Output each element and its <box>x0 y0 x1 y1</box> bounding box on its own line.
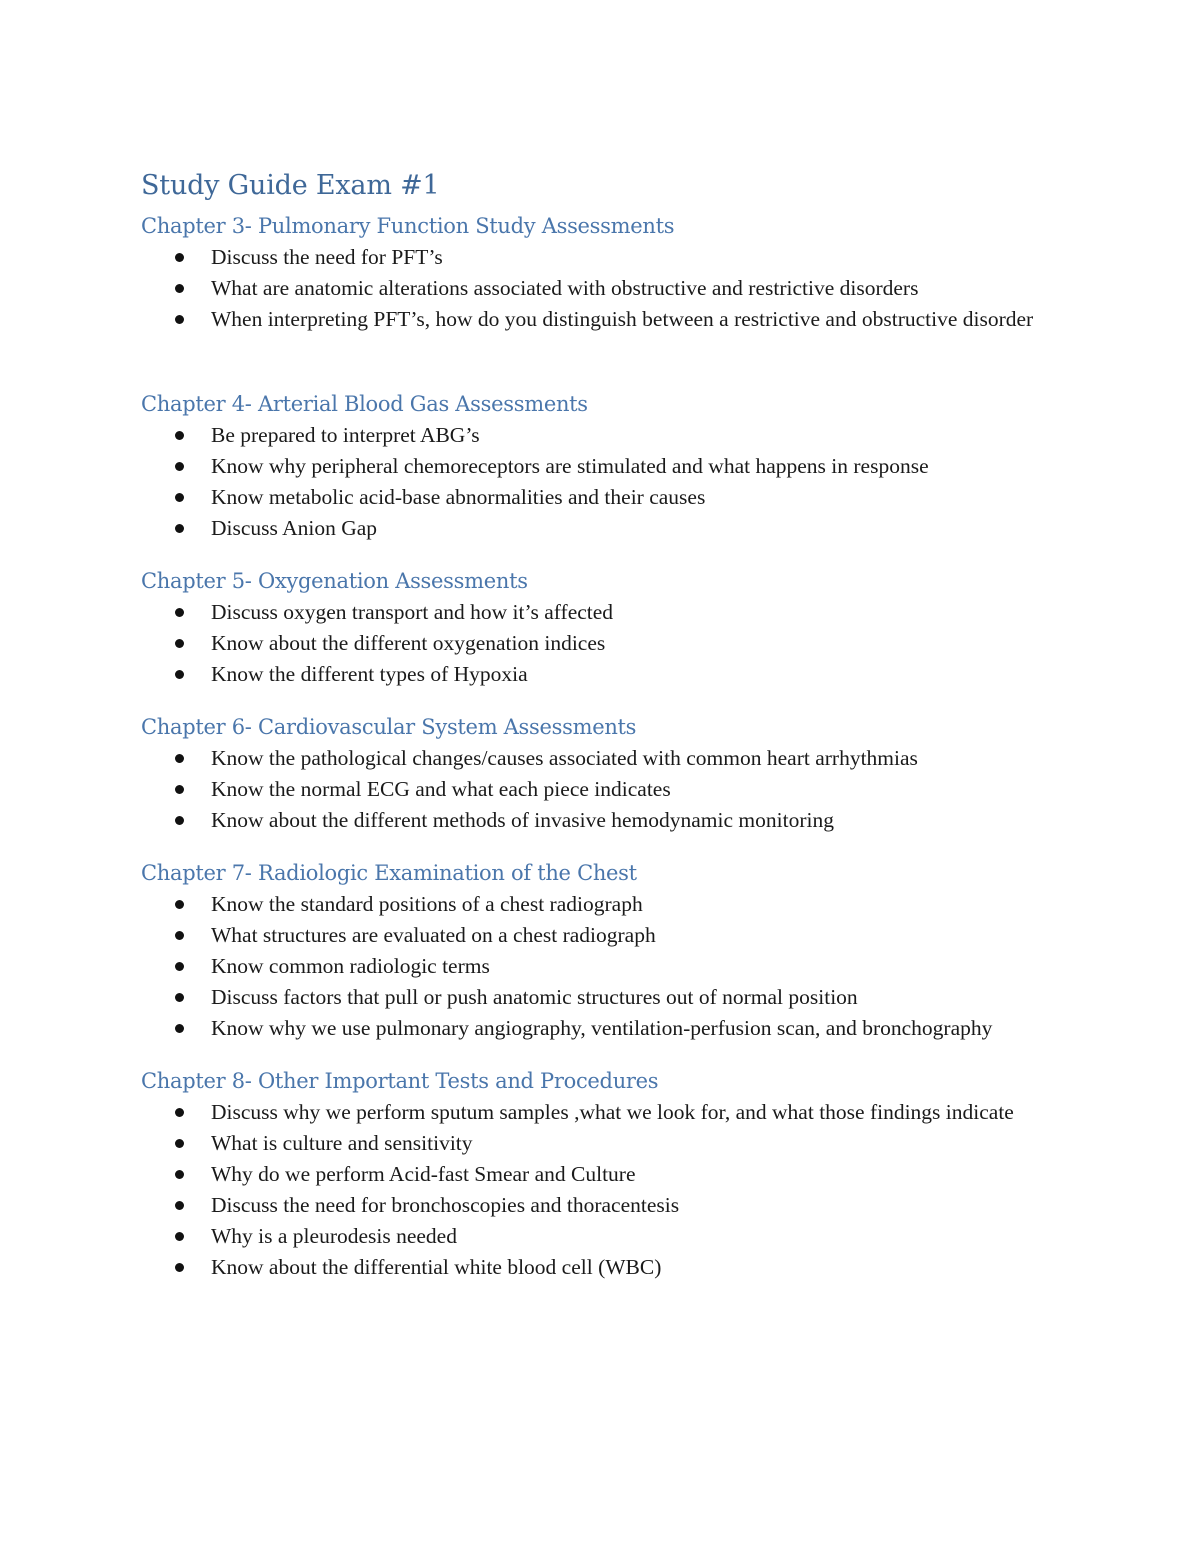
list-item-text: Know common radiologic terms <box>211 954 490 978</box>
list-item <box>141 597 1061 628</box>
bullet-icon <box>175 524 184 533</box>
list-item-text: Know about the differential white blood cell (WBC) <box>211 1255 662 1279</box>
list-item <box>141 805 1061 836</box>
list-item <box>141 982 1061 1013</box>
list-item-text: When interpreting PFT’s, how do you distinguish between a restrictive and obstructive disorder <box>211 307 1034 331</box>
list-item <box>141 920 1061 951</box>
bullet-icon <box>175 284 184 293</box>
chapter-5-section <box>141 565 1061 690</box>
list-item-text: Know why peripheral chemoreceptors are stimulated and what happens in response <box>211 454 929 478</box>
bullet-list <box>141 743 1061 836</box>
list-item <box>141 242 1061 273</box>
bullet-icon <box>175 253 184 262</box>
list-item <box>141 1221 1061 1252</box>
list-item-text: What is culture and sensitivity <box>211 1131 473 1155</box>
bullet-icon <box>175 431 184 440</box>
list-item <box>141 774 1061 805</box>
list-item-text: Be prepared to interpret ABG’s <box>211 423 480 447</box>
bullet-icon <box>175 1139 184 1148</box>
list-item <box>141 889 1061 920</box>
list-item <box>141 951 1061 982</box>
list-item-text: Know the different types of Hypoxia <box>211 662 528 686</box>
bullet-list <box>141 1097 1061 1283</box>
list-item <box>141 1159 1061 1190</box>
list-item <box>141 628 1061 659</box>
bullet-icon <box>175 900 184 909</box>
spacer <box>141 690 1061 711</box>
bullet-icon <box>175 1024 184 1033</box>
chapter-heading: Chapter 6- Cardiovascular System Assessments <box>141 715 637 739</box>
bullet-list <box>141 242 1061 335</box>
list-item <box>141 513 1061 544</box>
list-item-text: Know about the different methods of invasive hemodynamic monitoring <box>211 808 834 832</box>
document-page <box>141 162 1061 1283</box>
bullet-icon <box>175 1170 184 1179</box>
list-item-text: Discuss the need for PFT’s <box>211 245 443 269</box>
spacer <box>141 335 1061 388</box>
chapter-8-section <box>141 1065 1061 1283</box>
chapter-heading: Chapter 3- Pulmonary Function Study Assessments <box>141 214 675 238</box>
list-item <box>141 273 1061 304</box>
list-item-text: Discuss factors that pull or push anatomic structures out of normal position <box>211 985 858 1009</box>
chapter-heading: Chapter 7- Radiologic Examination of the Chest <box>141 861 637 885</box>
list-item <box>141 420 1061 451</box>
list-item-text: Know metabolic acid-base abnormalities and their causes <box>211 485 706 509</box>
chapter-heading: Chapter 5- Oxygenation Assessments <box>141 569 528 593</box>
bullet-icon <box>175 993 184 1002</box>
chapter-heading: Chapter 4- Arterial Blood Gas Assessments <box>141 392 588 416</box>
bullet-icon <box>175 315 184 324</box>
list-item-text: Discuss the need for bronchoscopies and thoracentesis <box>211 1193 680 1217</box>
list-item-text: Discuss why we perform sputum samples ,what we look for, and what those findings indicate <box>211 1100 1014 1124</box>
spacer <box>141 1044 1061 1065</box>
chapter-heading: Chapter 8- Other Important Tests and Procedures <box>141 1069 659 1093</box>
list-item <box>141 743 1061 774</box>
list-item <box>141 1013 1061 1044</box>
list-item-text: What are anatomic alterations associated with obstructive and restrictive disorders <box>211 276 919 300</box>
bullet-list <box>141 420 1061 544</box>
list-item-text: Know the pathological changes/causes associated with common heart arrhythmias <box>211 746 918 770</box>
list-item-text: Discuss oxygen transport and how it’s affected <box>211 600 614 624</box>
list-item-text: Know the normal ECG and what each piece indicates <box>211 777 671 801</box>
list-item-text: Why is a pleurodesis needed <box>211 1224 457 1248</box>
bullet-icon <box>175 1108 184 1117</box>
spacer <box>141 544 1061 565</box>
bullet-list <box>141 597 1061 690</box>
list-item <box>141 304 1061 335</box>
bullet-icon <box>175 816 184 825</box>
chapter-3-section <box>141 210 1061 335</box>
bullet-icon <box>175 462 184 471</box>
list-item-text: What structures are evaluated on a chest radiograph <box>211 923 656 947</box>
list-item-text: Know about the different oxygenation indices <box>211 631 606 655</box>
list-item <box>141 482 1061 513</box>
bullet-icon <box>175 785 184 794</box>
bullet-icon <box>175 670 184 679</box>
bullet-icon <box>175 931 184 940</box>
bullet-icon <box>175 639 184 648</box>
list-item-text: Know why we use pulmonary angiography, ventilation-perfusion scan, and bronchography <box>211 1016 993 1040</box>
chapter-7-section <box>141 857 1061 1044</box>
bullet-icon <box>175 962 184 971</box>
list-item <box>141 659 1061 690</box>
list-item <box>141 451 1061 482</box>
list-item <box>141 1128 1061 1159</box>
bullet-icon <box>175 1201 184 1210</box>
list-item-text: Know the standard positions of a chest radiograph <box>211 892 643 916</box>
list-item <box>141 1252 1061 1283</box>
document-title: Study Guide Exam #1 <box>141 170 440 201</box>
list-item <box>141 1097 1061 1128</box>
chapter-4-section <box>141 388 1061 544</box>
spacer <box>141 836 1061 857</box>
bullet-icon <box>175 493 184 502</box>
bullet-icon <box>175 1232 184 1241</box>
bullet-list <box>141 889 1061 1044</box>
bullet-icon <box>175 1263 184 1272</box>
list-item <box>141 1190 1061 1221</box>
list-item-text: Why do we perform Acid-fast Smear and Culture <box>211 1162 636 1186</box>
bullet-icon <box>175 608 184 617</box>
chapter-6-section <box>141 711 1061 836</box>
list-item-text: Discuss Anion Gap <box>211 516 378 540</box>
bullet-icon <box>175 754 184 763</box>
